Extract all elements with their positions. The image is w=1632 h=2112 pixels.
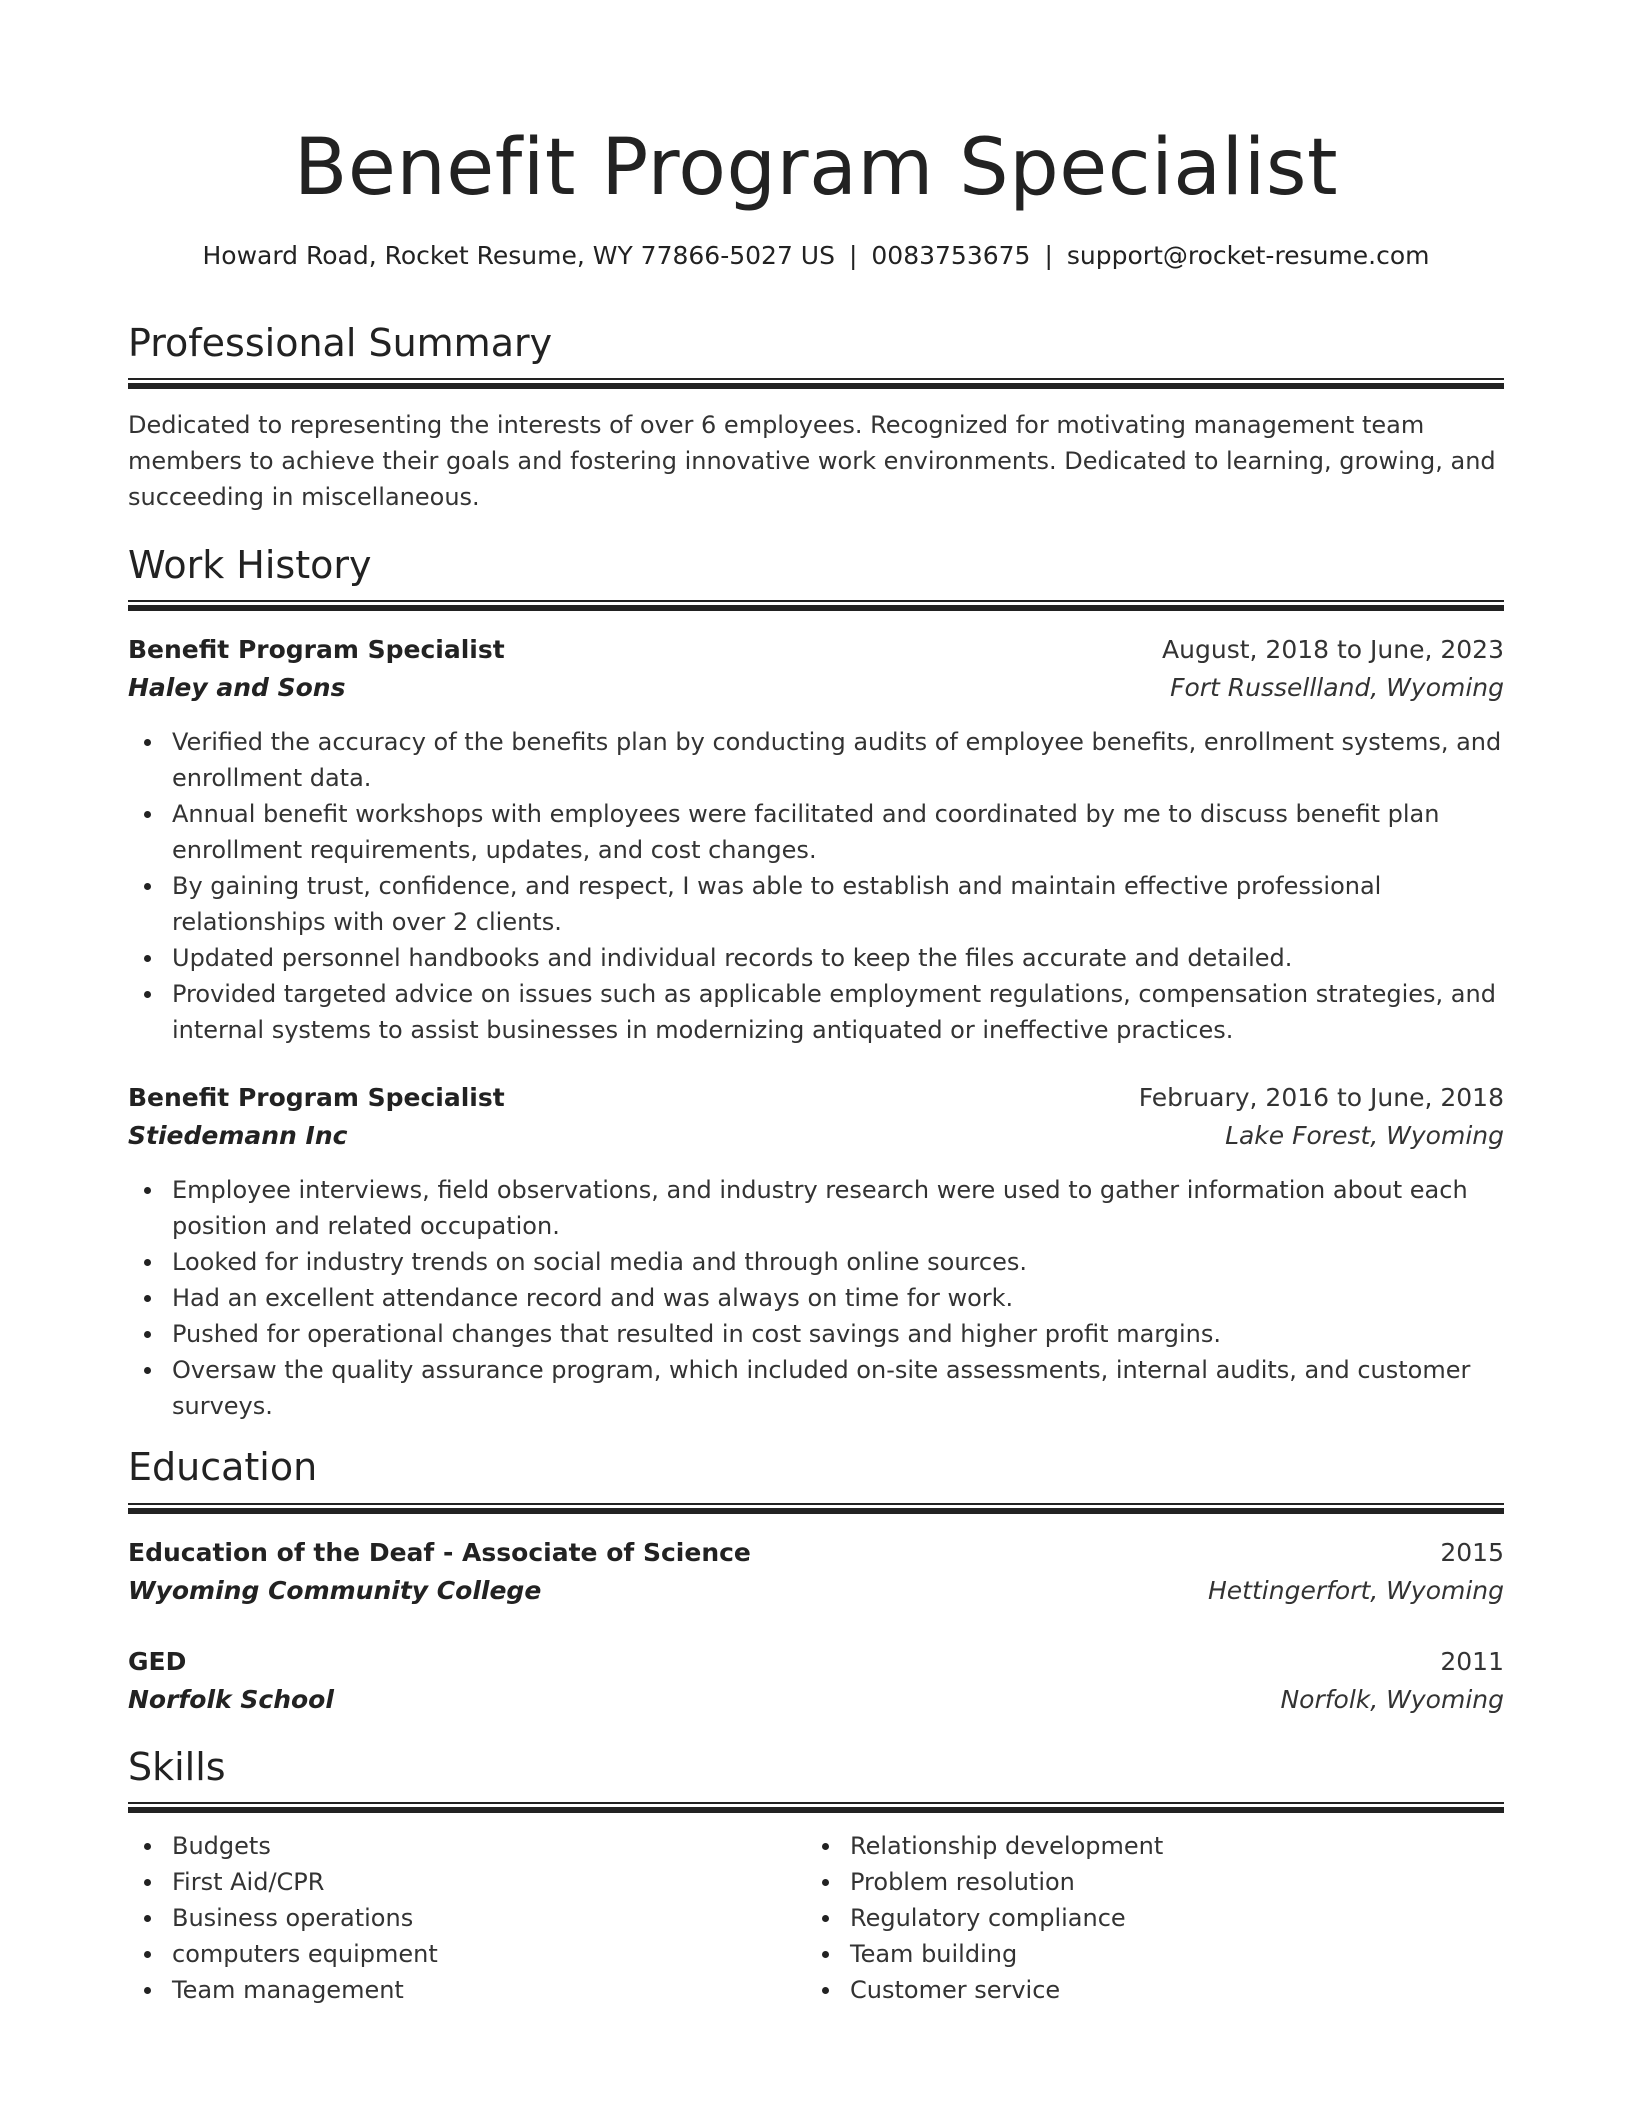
section-title-skills: Skills (128, 1745, 226, 1789)
list-item: Updated personnel handbooks and individual records to keep the files accurate and detailed. (172, 940, 1504, 976)
education-degree: Education of the Deaf - Associate of Science (128, 1538, 751, 1567)
phone: 0083753675 (871, 241, 1031, 270)
section-title-summary: Professional Summary (128, 321, 553, 365)
list-item: Oversaw the quality assurance program, which included on-site assessments, internal audits, and customer surveys. (172, 1352, 1504, 1424)
section-divider (128, 1802, 1504, 1812)
job-subheader (128, 1117, 1504, 1155)
skill-item: First Aid/CPR (172, 1864, 804, 1900)
skills-list-left (128, 1828, 804, 2008)
education-header (128, 1643, 1504, 1681)
job-company: Stiedemann Inc (128, 1121, 348, 1150)
summary-text: Dedicated to representing the interests of over 6 employees. Recognized for motivating management team members to achieve their goals and fostering innovative work environments. Dedicated to learning, growing, and succeeding in miscellaneous. (128, 411, 1496, 511)
education-header (128, 1534, 1504, 1572)
education-year: 2015 (1440, 1538, 1504, 1567)
education-degree: GED (128, 1647, 187, 1676)
list-item: Annual benefit workshops with employees were facilitated and coordinated by me to discuss benefit plan enrollment requirements, updates, and cost changes. (172, 796, 1504, 868)
section-divider (128, 378, 1504, 388)
skill-item: Problem resolution (850, 1864, 1482, 1900)
list-item: Verified the accuracy of the benefits plan by conducting audits of employee benefits, enrollment systems, and enrollment data. (172, 724, 1504, 796)
education-subheader (128, 1681, 1504, 1719)
education-location: Hettingerfort, Wyoming (1208, 1576, 1504, 1605)
section-divider (128, 600, 1504, 610)
job-role: Benefit Program Specialist (128, 635, 505, 664)
list-item: Pushed for operational changes that resulted in cost savings and higher profit margins. (172, 1316, 1504, 1352)
job-header (128, 1079, 1504, 1117)
skill-item: Regulatory compliance (850, 1900, 1482, 1936)
education-location: Norfolk, Wyoming (1280, 1685, 1504, 1714)
contact-separator: | (1044, 241, 1053, 270)
job-header (128, 631, 1504, 669)
job-bullets (128, 1172, 1504, 1424)
section-divider (128, 1503, 1504, 1513)
contact-separator: | (848, 241, 858, 270)
job-dates: February, 2016 to June, 2018 (1138, 1083, 1504, 1112)
list-item: Had an excellent attendance record and was always on time for work. (172, 1280, 1504, 1316)
skill-item: Team building (850, 1936, 1482, 1972)
job-role: Benefit Program Specialist (128, 1083, 505, 1112)
section-title-education: Education (128, 1445, 318, 1489)
job-company: Haley and Sons (128, 673, 346, 702)
skill-item: computers equipment (172, 1936, 804, 1972)
list-item: Employee interviews, field observations, and industry research were used to gather information about each position and related occupation. (172, 1172, 1504, 1244)
section-title-work: Work History (128, 543, 372, 587)
list-item: Provided targeted advice on issues such as applicable employment regulations, compensation strategies, and internal systems to assist businesses in modernizing antiquated or ineffective practices. (172, 976, 1504, 1048)
job-bullets (128, 724, 1504, 1048)
job-location: Lake Forest, Wyoming (1225, 1121, 1504, 1150)
list-item: By gaining trust, confidence, and respect, I was able to establish and maintain effective professional relationships with over 2 clients. (172, 868, 1504, 940)
education-school: Wyoming Community College (128, 1576, 542, 1605)
education-subheader (128, 1572, 1504, 1610)
education-school: Norfolk School (128, 1685, 334, 1714)
email: support@rocket-resume.com (1066, 241, 1430, 270)
skill-item: Customer service (850, 1972, 1482, 2008)
address: Howard Road, Rocket Resume, WY 77866-5027 US (202, 241, 835, 270)
list-item: Looked for industry trends on social media and through online sources. (172, 1244, 1504, 1280)
skill-item: Team management (172, 1972, 804, 2008)
job-dates: August, 2018 to June, 2023 (1162, 635, 1504, 664)
job-location: Fort Russellland, Wyoming (1170, 673, 1504, 702)
education-year: 2011 (1440, 1647, 1504, 1676)
skill-item: Budgets (172, 1828, 804, 1864)
skill-item: Business operations (172, 1900, 804, 1936)
job-subheader (128, 669, 1504, 707)
resume-name: Benefit Program Specialist (293, 123, 1339, 213)
contact-line (128, 236, 1504, 276)
skills-list-right (806, 1828, 1482, 2008)
skill-item: Relationship development (850, 1828, 1482, 1864)
